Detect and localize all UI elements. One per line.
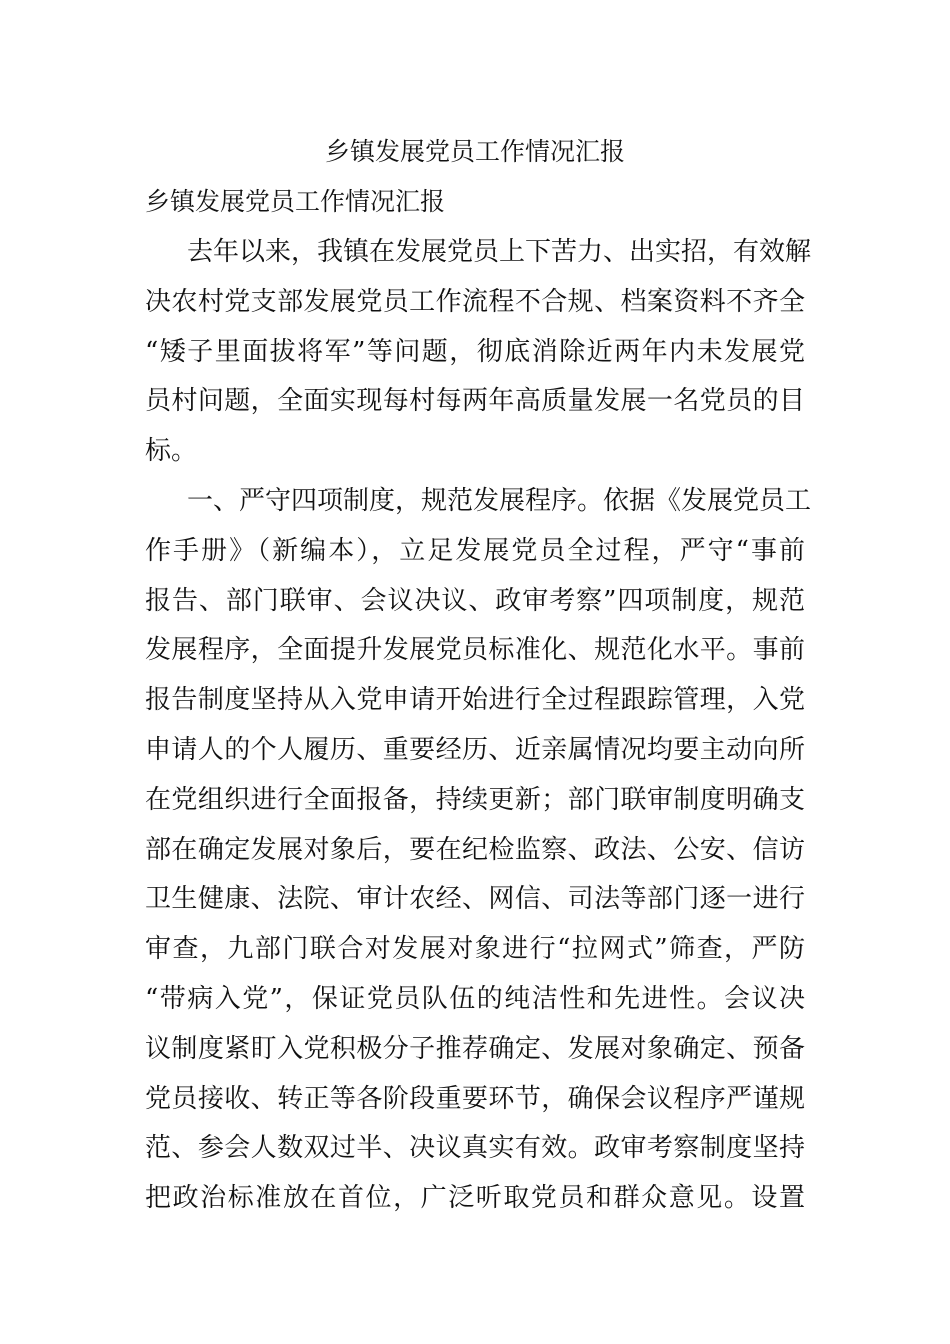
paragraph-2-line: 报告制度坚持从入党申请开始进行全过程跟踪管理，入党 <box>145 685 805 716</box>
paragraph-2-line: 部在确定发展对象后，要在纪检监察、政法、公安、信访 <box>145 834 805 865</box>
paragraph-1-line: 决农村党支部发展党员工作流程不合规、档案资料不齐全 <box>145 286 805 317</box>
paragraph-2-line: 发展程序，全面提升发展党员标准化、规范化水平。事前 <box>145 635 805 666</box>
paragraph-2-line: 审查，九部门联合对发展对象进行“拉网式”筛查，严防 <box>145 934 805 965</box>
document-subtitle: 乡镇发展党员工作情况汇报 <box>145 187 446 216</box>
paragraph-2-line: 一、严守四项制度，规范发展程序。依据《发展党员工 <box>187 485 812 516</box>
paragraph-2-line: 议制度紧盯入党积极分子推荐确定、发展对象确定、预备 <box>145 1033 805 1064</box>
paragraph-1-line: 去年以来，我镇在发展党员上下苦力、出实招，有效解 <box>187 237 812 267</box>
paragraph-2-line: 范、参会人数双过半、决议真实有效。政审考察制度坚持 <box>145 1133 805 1164</box>
paragraph-2-line: 报告、部门联审、会议决议、政审考察”四项制度，规范 <box>145 585 805 616</box>
paragraph-1-line: 标。 <box>145 436 198 467</box>
paragraph-2-line: 申请人的个人履历、重要经历、近亲属情况均要主动向所 <box>145 734 805 765</box>
paragraph-2-line: 党员接收、转正等各阶段重要环节，确保会议程序严谨规 <box>145 1083 805 1114</box>
paragraph-1-line: 员村问题，全面实现每村每两年高质量发展一名党员的目 <box>145 386 805 417</box>
paragraph-2-line: 把政治标准放在首位，广泛听取党员和群众意见。设置 <box>145 1183 805 1214</box>
document-title: 乡镇发展党员工作情况汇报 <box>324 137 625 166</box>
paragraph-2-line: 作手册》（新编本），立足发展党员全过程，严守“事前 <box>145 535 805 566</box>
paragraph-1-line: “矮子里面拔将军”等问题，彻底消除近两年内未发展党 <box>145 336 805 367</box>
paragraph-2-line: 在党组织进行全面报备，持续更新；部门联审制度明确支 <box>145 784 805 815</box>
document-body <box>0 228 950 1224</box>
paragraph-2-line: “带病入党”，保证党员队伍的纯洁性和先进性。会议决 <box>145 983 805 1014</box>
paragraph-2-line: 卫生健康、法院、审计农经、网信、司法等部门逐一进行 <box>145 884 805 915</box>
